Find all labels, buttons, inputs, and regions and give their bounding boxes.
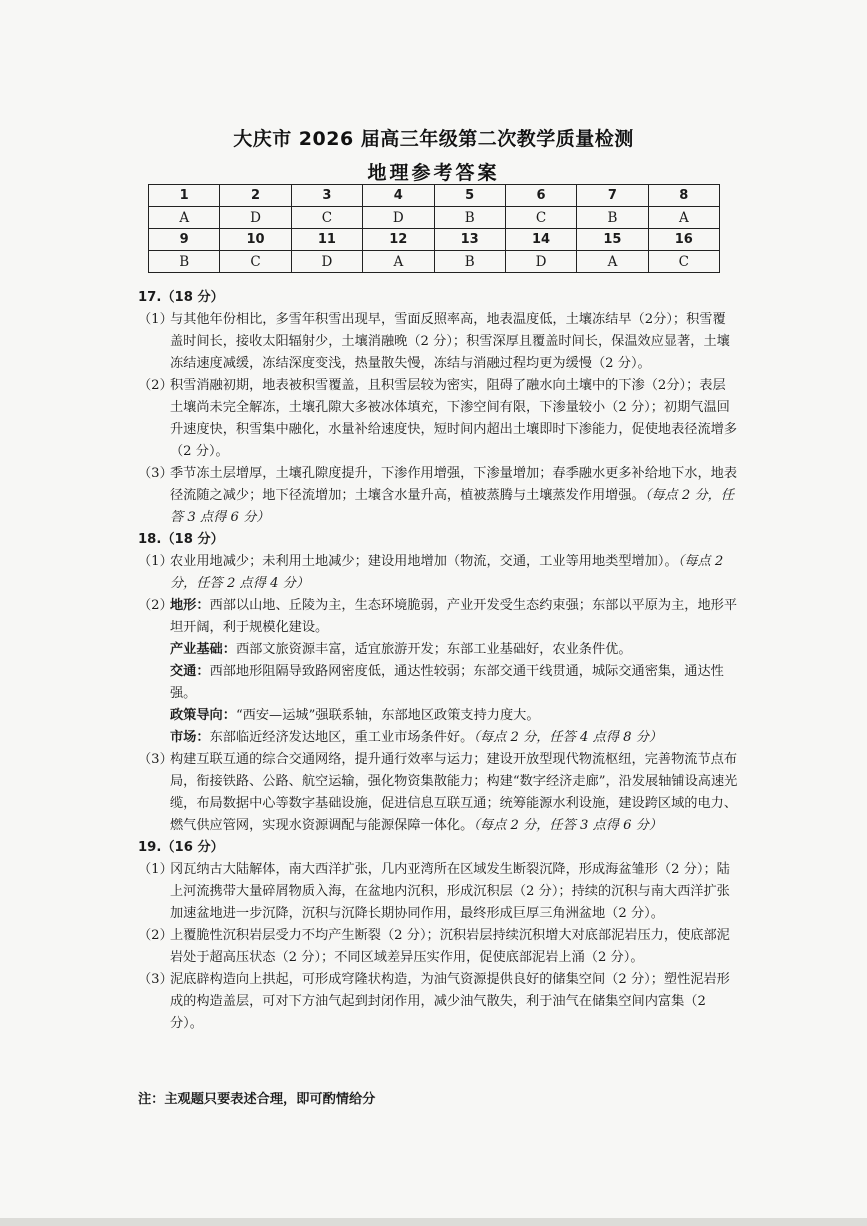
answer-cell: B [434,207,505,229]
scan-edge [0,1218,867,1226]
answer-text: 西部以山地、丘陵为主，生态环境脆弱，产业开发受生态约束强；东部以平原为主，地形平坦开阔，利于规模化建设。 [170,598,738,635]
table-row [149,229,720,251]
answer-text: 西部地形阻隔导致路网密度低，通达性较弱；东部交通干线贯通，城际交通密集，通达性强。 [170,664,724,701]
grading-footnote: 注：主观题只要表述合理，即可酌情给分 [138,1092,376,1107]
part-index: （2） [138,928,173,943]
answer-text: 上覆脆性沉积岩层受力不均产生断裂（2 分）；沉积岩层持续沉积增大对底部泥岩压力，使底部泥岩处于超高压状态（2 分）；不同区域差异压实作用，促使底部泥岩上涌（2 分）。 [170,928,730,965]
answer-cell: C [505,207,576,229]
answer-cell: A [577,251,648,273]
question-number: 9 [149,229,220,251]
q18-part-3 [138,749,738,837]
question-number: 15 [577,229,648,251]
part-index: （3） [138,466,173,481]
question-number: 16 [648,229,719,251]
answer-text: 积雪消融初期，地表被积雪覆盖，且积雪层较为密实，阻碍了融水向土壤中的下渗（2分）；表层土壤尚未完全解冻，土壤孔隙大多被冰体填充，下渗空间有限，下渗量较小（2 分）；初期气温回升速度快，积雪集中融化，水量补给速度快，短时间内超出土壤即时下渗能力，促使地表径流增多（2 分）。 [170,378,738,459]
part-index: （3） [138,972,173,987]
question-number: 8 [648,185,719,207]
question-number: 10 [220,229,291,251]
question-number: 14 [505,229,576,251]
answer-cell: D [505,251,576,273]
q19-part-1 [138,859,738,925]
question-number: 7 [577,185,648,207]
answer-cell: B [149,251,220,273]
q18-policy [138,705,738,727]
part-index: （2） [138,378,173,393]
scoring-note: （每点 2 分，任答 4 点得 8 分） [473,730,663,745]
question-19-heading: 19.（16 分） [138,840,224,855]
answer-text: 构建互联互通的综合交通网络，提升通行效率与运力；建设开放型现代物流枢纽，完善物流节点布局，衔接铁路、公路、航空运输，强化物资集散能力；构建“数字经济走廊”，沿发展轴铺设高速光缆，布局数据中心等数字基础设施，促进信息互联互通；统筹能源水利设施，建设跨区域的电力、燃气供应管网，实现水资源调配与能源保障一体化。 [170,752,738,833]
answer-text: 与其他年份相比，多雪年积雪出现早，雪面反照率高，地表温度低，土壤冻结早（2分）；积雪覆盖时间长，接收太阳辐射少，土壤消融晚（2 分）；积雪深厚且覆盖时间长，保温效应显著，土壤冻结速度减缓，冻结深度变浅，热量散失慢，冻结与消融过程均更为缓慢（2 分）。 [170,312,730,371]
market-label: 市场： [170,730,210,745]
table-row [149,185,720,207]
q17-part-1 [138,309,738,375]
traffic-label: 交通： [170,664,210,679]
terrain-label: 地形： [170,598,210,613]
part-index: （3） [138,752,173,767]
question-number: 3 [291,185,362,207]
answers-body [138,287,738,1035]
scoring-note: （每点 2 分，任答 2 点得 4 分） [170,554,724,591]
policy-label: 政策导向： [170,708,236,723]
q17-part-3 [138,463,738,529]
question-number: 12 [363,229,434,251]
question-number: 11 [291,229,362,251]
table-row [149,207,720,229]
document-subtitle: 地理参考答案 [367,162,500,184]
q19-part-3 [138,969,738,1035]
scoring-note: （每点 2 分，任答 3 点得 6 分） [473,818,663,833]
scoring-note: （每点 2 分，任答 3 点得 6 分） [170,488,735,525]
answer-text: “西安—运城”强联系轴，东部地区政策支持力度大。 [235,708,540,723]
question-number: 5 [434,185,505,207]
part-index: （1） [138,312,173,327]
answer-text: 泥底辟构造向上拱起，可形成穹隆状构造，为油气资源提供良好的储集空间（2 分）；塑性泥岩形成的构造盖层，可对下方油气起到封闭作用，减少油气散失，利于油气在储集空间内富集（2 分）。 [170,972,730,1031]
answer-cell: D [220,207,291,229]
part-index: （2） [138,598,173,613]
question-number: 4 [363,185,434,207]
q18-industry [138,639,738,661]
answer-text: 冈瓦纳古大陆解体，南大西洋扩张，几内亚湾所在区域发生断裂沉降，形成海盆雏形（2 分）；陆上河流携带大量碎屑物质入海，在盆地内沉积，形成沉积层（2 分）；持续的沉积与南大西洋扩张加速盆地进一步沉降，沉积与沉降长期协同作用，最终形成巨厚三角洲盆地（2 分）。 [170,862,730,921]
question-number: 6 [505,185,576,207]
answer-cell: A [648,207,719,229]
answer-cell: C [648,251,719,273]
industry-label: 产业基础： [170,642,236,657]
q17-part-2 [138,375,738,463]
question-18-heading: 18.（18 分） [138,532,224,547]
question-number: 13 [434,229,505,251]
answer-cell: A [149,207,220,229]
answer-text: 西部文旅资源丰富，适宜旅游开发；东部工业基础好，农业条件优。 [235,642,632,657]
question-number: 2 [220,185,291,207]
part-index: （1） [138,862,173,877]
answer-cell: B [434,251,505,273]
answer-text: 季节冻土层增厚，土壤孔隙度提升，下渗作用增强，下渗量增加；春季融水更多补给地下水，地表径流随之减少；地下径流增加；土壤含水量升高，植被蒸腾与土壤蒸发作用增强。 [170,466,738,503]
answer-text: 东部临近经济发达地区，重工业市场条件好。 [209,730,474,745]
answer-cell: D [291,251,362,273]
answer-cell: D [363,207,434,229]
answer-table [148,184,720,273]
q18-part-2 [138,595,738,639]
answer-cell: A [363,251,434,273]
part-index: （1） [138,554,173,569]
q18-traffic [138,661,738,705]
answer-text: 农业用地减少；未利用土地减少；建设用地增加（物流，交通，工业等用地类型增加）。 [170,554,678,569]
q18-market [138,727,738,749]
q18-part-1 [138,551,738,595]
question-number: 1 [149,185,220,207]
table-row [149,251,720,273]
question-17-heading: 17.（18 分） [138,290,224,305]
answer-cell: C [291,207,362,229]
document-title: 大庆市 2026 届高三年级第二次教学质量检测 [233,128,634,150]
answer-cell: C [220,251,291,273]
answer-cell: B [577,207,648,229]
q19-part-2 [138,925,738,969]
